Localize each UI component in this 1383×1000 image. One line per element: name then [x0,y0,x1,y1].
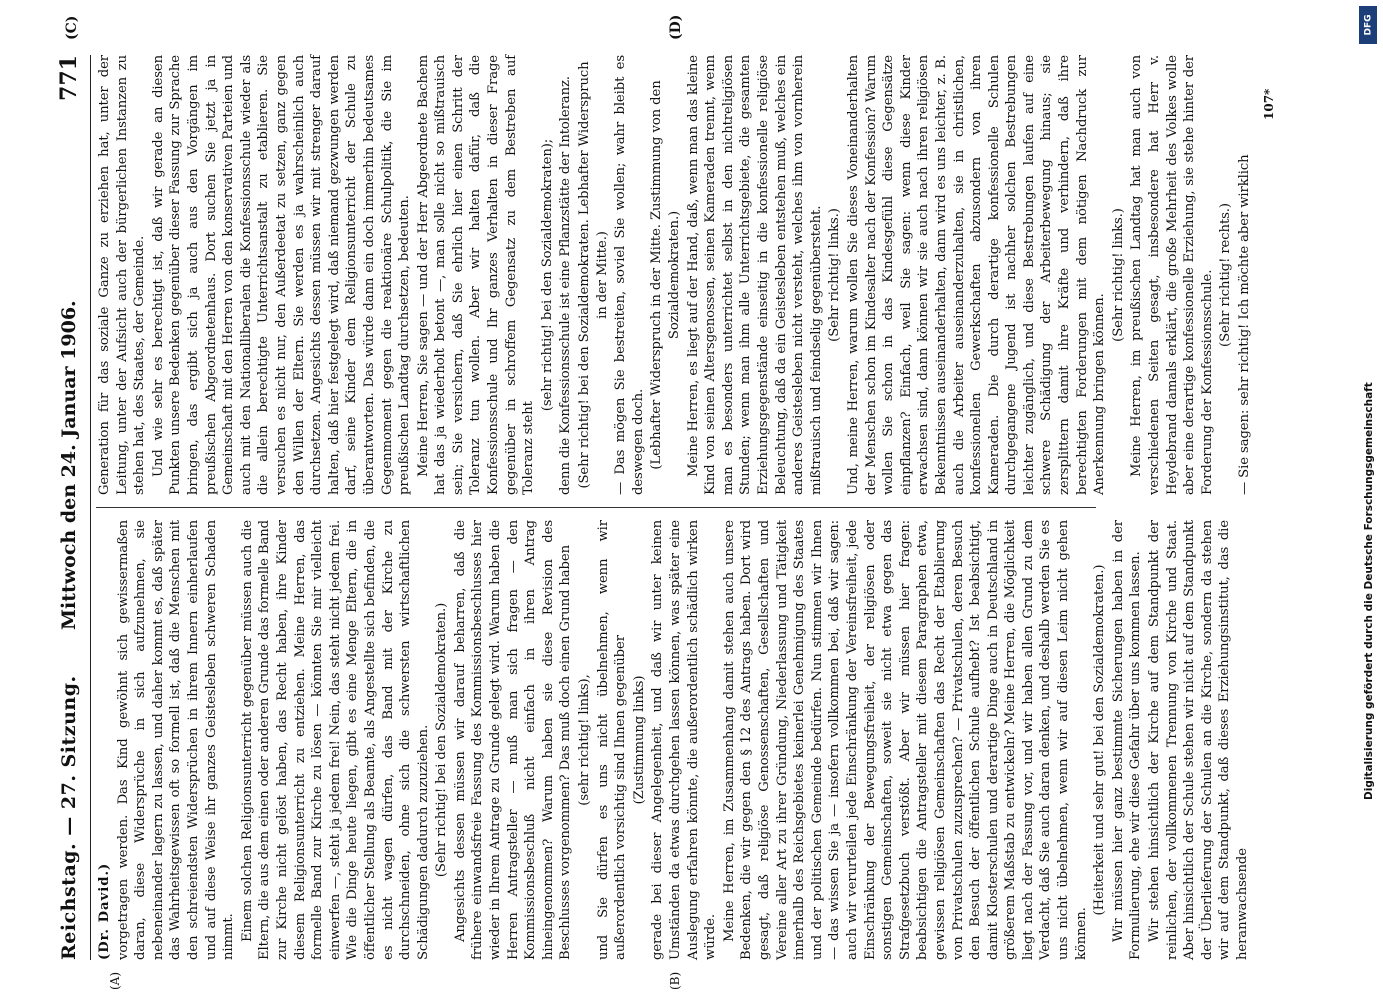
page-header [50,55,91,960]
paragraph: Einem solchen Religionsunterricht gegenüber müssen auch die Eltern, die aus dem einen oder anderen Grunde das formelle Band zur Kirche nicht gelöst haben, das Recht haben, ihre Kinder diesem Religionsunterricht zu entziehen. Meine Herren, das formelle Band zur Kirche zu lösen — könnten Sie mir vielleicht einwerfen —, steht ja jedem frei! Nein, das steht nicht jedem frei. Wie die Dinge heute liegen, gibt es eine Menge Eltern, die in öffentlicher Stellung als Beamte, als Angestellte sich befinden, die es nicht wagen dürfen, das Band mit der Kirche zu durchschneiden, ohne sich die schwersten wirtschaftlichen Schädigungen dadurch zuzuziehen. [239,520,431,960]
margin-marker-b: (B) [668,971,682,990]
speaker-label: (Dr. David.) [97,862,112,960]
margin-marker-c: (C) [64,15,80,40]
paragraph: denn die Konfessionsschule ist eine Pflanzstätte der Intoleranz. [558,76,574,495]
session-title: Reichstag. — 27. Sitzung. [58,675,80,960]
paragraph: Meine Herren, im Zusammenhang damit stehen auch unsere Bedenken, die wir gegen den § 12 des Antrags haben. Dort wird gesagt, daß religiöse Genossenschaften, Gesellschaften und Vereine aller Art zu ihrer Gründung, Niederlassung und Tätigkeit innerhalb des Reichsgebietes keinerlei Genehmigung des Staates und der politischen Gemeinde bedürfen. Nun stimmen wir Ihnen — das wissen Sie ja — insofern vollkommen bei, daß wir sagen: auch wir verurteilen jede Einschränkung der Vereinsfreiheit, jede Einschränkung der Bewegungsfreiheit, der religiösen oder sonstigen Gemeinschaften, soweit sie nicht etwa gegen das Strafgesetzbuch verstößt. Aber wir müssen hier fragen: beabsichtigen die Antragsteller mit diesem Paragraphen etwa, gewissen religiösen Gemeinschaften das Recht der Etablierung von Privatschulen zuzusprechen? — Privatschulen, deren Besuch den Besuch der öffentlichen Schule aufhebt? Ist beabsichtigt, damit Klosterschulen und derartige Dinge auch in Deutschland in größerem Maßstab zu entwickeln? Meine Herren, die Möglichkeit liegt nach der Fassung vor, und wir haben allen Grund zu dem Verdacht, daß Sie auch daran denken, und deshalb werden Sie es uns nicht übelnehmen, wenn wir auf diesen Leim nicht gehen können. [721,520,1089,960]
paragraph: — Sie sagen: sehr richtig! Ich möchte aber wirklich [1237,154,1252,495]
interjection: (Heiterkeit und sehr gut! bei den Sozialdemokraten.) [1092,564,1108,916]
interjection: (sehr richtig! links), [577,674,593,806]
dfg-logo: DFG [1359,6,1377,44]
interjection: (sehr richtig! bei den Sozialdemokraten); [539,138,555,412]
interjection: (Sehr richtig! rechts.) [1218,203,1234,347]
paragraph: Meine Herren, es liegt auf der Hand, daß, wenn man das kleine Kind von seinen Altersgenossen, seinen Kameraden trennt, wenn man es besonders unterrichtet selbst in den nichtreligiösen Stunden; wenn man ihm alle Unterrichtsgebiete, die gesamten Erziehungsgegenstände einseitig in die konfessionelle religiöse Beleuchtung, daß da ein Geistesleben entstehen muß, welches ein anderes Geistesleben nicht versteht, welches ihm von vornherein mißtrauisch und feindselig gegenübersteht. [685,55,824,495]
right-text-column [96,55,1255,495]
interjection: (Sehr richtig! bei den Sozialdemokraten. Lebhafter Widerspruch in der Mitte.) [577,61,610,489]
interjection: (Zustimmung links) [631,675,647,805]
paragraph: Meine Herren, Sie sagen — und der Herr Abgeordnete Bachem hat das ja wiederholt betont —, man solle nicht so mißtrauisch sein; Sie versichern, daß Sie ehrlich hier einen Schritt der Toleranz tun wollen. Aber wir halten dafür, daß die Konfessionsschule und Ihr ganzes Verhalten in dieser Frage gegenüber in schroffem Gegensatz zu dem Bestreben auf Toleranz steht [415,55,537,495]
paragraph: und Sie dürfen es uns nicht übelnehmen, wenn wir außerordentlich vorsichtig sind Ihnen gegenüber [595,520,629,960]
interjection: (Sehr richtig! links.) [827,208,843,342]
session-date: Mittwoch den 24. Januar 1906. [58,300,80,630]
paragraph: — Das mögen Sie bestreiten, soviel Sie wollen; wahr bleibt es deswegen doch. [613,55,646,495]
paragraph: Wir müssen hier ganz bestimmte Sicherungen haben in der Formulierung, ehe wir diese Gefahr über uns kommen lassen. [1110,520,1144,960]
paragraph: gerade bei dieser Angelegenheit, und daß wir unter keinen Umständen da etwas durchgehen lassen können, was später eine Auslegung erfahren könnte, die außerordentlich schädlich wirken würde. [650,520,719,960]
paragraph: Meine Herren, im preußischen Landtag hat man auch von verschiedenen Seiten gesagt, insbesondere hat Herr v. Heydebrand damals erklärt, die große Mehrheit des Volkes wolle aber eine derartige konfessionelle Erziehung, sie stehe hinter der Forderung der Konfessionsschule. [1129,55,1215,495]
interjection: (Sehr richtig! links.) [1110,208,1126,342]
paragraph: Wir stehen hinsichtlich der Kirche auf dem Standpunkt der reinlichen, der vollkommenen Trennung von Kirche und Staat. Aber hinsichtlich der Schule stehen wir nicht auf dem Standpunkt der Überlieferung der Schulen an die Kirche, sondern da stehen wir auf dem Standpunkt, daß dieses Erziehungsinstitut, das die heranwachsende [1147,520,1250,960]
interjection: (Lebhafter Widerspruch in der Mitte. Zustimmung von den Sozialdemokraten.) [649,80,682,470]
margin-marker-a: (A) [108,971,122,990]
paragraph: Und wie sehr es berechtigt ist, daß wir gerade an diesen Punkten unsere Bedenken gegenüber dieser Fassung zur Sprache bringen, das ergibt sich ja auch aus den Vorgängen im preußischen Abgeordnetenhaus. Dort suchen Sie jetzt ja in Gemeinschaft mit den Herren von den konservativen Parteien und auch mit den Nationalliberalen die Konfessionsschule wieder als die allein berechtigte Unterrichtsanstalt zu etablieren. Sie versuchen es nicht nur, den Außerdeetat zu setzen, ganz gegen den Willen der Eltern. Sie werden es ja wahrscheinlich auch durchsetzen. Angesichts dessen müssen wir mit strenger darauf halten, daß hier festgelegt wird, daß niemand gezwungen werden darf, seine Kinder dem Religionsunterricht der Schule zu überantworten. Das würde dann ein doch immerhin bedeutsames Gegenmoment gegen die reaktionäre Schulpolitik, die Sie im preußischen Landtag durchsetzen, bedeuten. [150,55,413,495]
interjection: (Sehr richtig! bei den Sozialdemokraten.) [434,602,450,878]
margin-marker-d: (D) [668,14,684,40]
paragraph: Und, meine Herren, warum wollen Sie dieses Voneinanderhalten der Menschen schon im Kindesalter nach der Konfession? Warum wollen Sie schon in das Kindesgefühl diese Gegensätze einpflanzen? Einfach, weil Sie sagen: wenn diese Kinder erwachsen sind, dann können wir sie auch nach ihren religiösen Bekenntnissen auseinanderhalten, dann wird es uns leichter, z. B. auch die Arbeiter auseinanderzuhalten, sie in christlichen, konfessionellen Gewerkschaften abzusondern von ihren Kameraden. Die durch derartige konfessionelle Schulen durchgegangene Jugend ist nachher solchen Bestrebungen leichter zugänglich, und diese Bestrebungen laufen auf eine schwere Schädigung der Arbeiterbewegung hinaus; sie zersplittern damit ihre Kräfte und verhindern, daß ihre berechtigten Forderungen mit dem nötigen Nachdruck zur Anerkennung bringen können. [845,55,1108,495]
page-number: 771 [56,55,82,101]
paragraph: Angesichts dessen müssen wir darauf beharren, daß die frühere einwandsfreie Fassung des Kommissionsbeschlusses hier wieder in Ihrem Antrage zu Grunde gelegt wird. Warum haben die Herren Antragsteller — muß man sich fragen — den Kommissionsbeschluß nicht einfach in ihren Antrag hineingenommen? Warum haben sie diese Revision des Beschlusses vorgenommen? Das muß doch einen Grund haben [452,520,574,960]
column-divider [96,507,1096,508]
signature-number: 107* [1262,88,1276,120]
left-text-column [96,520,1253,960]
digitization-credit [1355,0,1383,1000]
paragraph: vorgetragen werden. Das Kind gewöhnt sich gewissermaßen daran, diese Widersprüche in sich aufzunehmen, sie nebeneinander lagern zu lassen, und daher kommt es, daß später das Wahrheitsgewissen oft so formell ist, daß die Menschen mit den schreiendsten Widersprüchen in ihrem Innern einherlaufen und auf diese Weise ihr ganzes Geistesleben schweren Schaden nimmt. [115,520,237,960]
paragraph: Generation für das soziale Ganze zu erziehen hat, unter der Leitung, unter der Aufsicht auch der bürgerlichen Instanzen zu stehen hat, des Staates, der Gemeinde. [97,55,148,495]
credit-text: Digitalisierung gefördert durch die Deutsche Forschungsgemeinschaft [1363,382,1375,800]
